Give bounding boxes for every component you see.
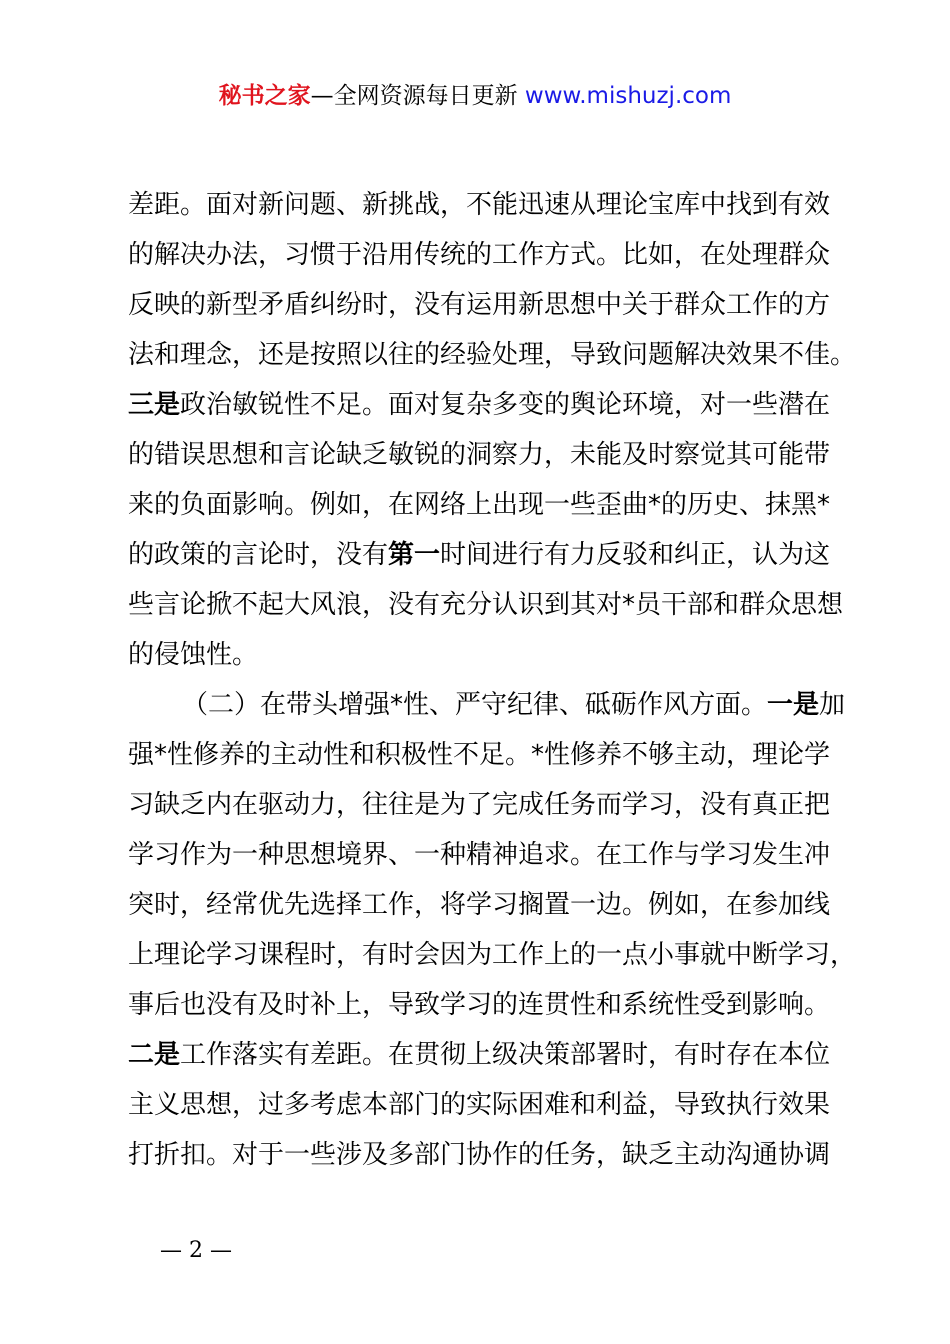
line-text-rest: 政治敏锐性不足。面对复杂多变的舆论环境，对一些潜在 bbox=[180, 390, 831, 420]
line-text: 的侵蚀性。 bbox=[128, 640, 259, 670]
text-line bbox=[128, 530, 838, 580]
text-line bbox=[128, 980, 838, 1030]
line-text-rest: 加 bbox=[819, 690, 846, 720]
emphasis-label: 二是 bbox=[128, 1040, 181, 1070]
text-line bbox=[128, 180, 838, 230]
line-text: 事后也没有及时补上，导致学习的连贯性和系统性受到影响。 bbox=[128, 990, 831, 1020]
text-line bbox=[128, 330, 857, 380]
line-text: 强*性修养的主动性和积极性不足。*性修养不够主动，理论学 bbox=[128, 740, 831, 770]
line-text: 主义思想，过多考虑本部门的实际困难和利益，导致执行效果 bbox=[128, 1090, 831, 1120]
line-text: 习缺乏内在驱动力，往往是为了完成任务而学习，没有真正把 bbox=[128, 790, 831, 820]
line-text: 的解决办法，习惯于沿用传统的工作方式。比如，在处理群众 bbox=[128, 240, 831, 270]
text-line bbox=[128, 730, 838, 780]
line-text-rest: 工作落实有差距。在贯彻上级决策部署时，有时存在本位 bbox=[180, 1040, 831, 1070]
line-text: 些言论掀不起大风浪，没有充分认识到其对*员干部和群众思想 bbox=[128, 590, 844, 620]
text-line bbox=[128, 680, 846, 730]
line-text: 学习作为一种思想境界、一种精神追求。在工作与学习发生冲 bbox=[128, 840, 831, 870]
line-text-pre: 的政策的言论时，没有 bbox=[128, 540, 389, 570]
document-body bbox=[128, 180, 857, 1180]
line-text-pre: （二）在带头增强*性、严守纪律、砥砺作风方面。 bbox=[182, 690, 768, 720]
site-url-link[interactable]: www.mishuzj.com bbox=[524, 83, 732, 109]
text-line bbox=[128, 430, 838, 480]
text-line bbox=[128, 1130, 838, 1180]
text-line bbox=[128, 1030, 838, 1080]
line-text: 法和理念，还是按照以往的经验处理，导致问题解决效果不佳。 bbox=[128, 340, 857, 370]
emphasis-label: 第一 bbox=[388, 540, 441, 570]
text-line bbox=[128, 1080, 838, 1130]
text-line bbox=[128, 280, 838, 330]
line-text: 打折扣。对于一些涉及多部门协作的任务，缺乏主动沟通协调 bbox=[128, 1140, 831, 1170]
brand-name: 秘书之家 bbox=[218, 83, 311, 109]
text-line bbox=[128, 780, 838, 830]
text-line bbox=[128, 880, 838, 930]
line-text: 反映的新型矛盾纠纷时，没有运用新思想中关于群众工作的方 bbox=[128, 290, 831, 320]
text-line bbox=[128, 230, 838, 280]
header-tagline: —全网资源每日更新 bbox=[310, 83, 525, 109]
text-line bbox=[128, 380, 838, 430]
text-line bbox=[128, 480, 838, 530]
text-line bbox=[128, 580, 844, 630]
site-header bbox=[0, 80, 950, 112]
emphasis-label: 一是 bbox=[767, 690, 820, 720]
text-line bbox=[128, 830, 838, 880]
line-text-rest: 时间进行有力反驳和纠正，认为这 bbox=[440, 540, 831, 570]
line-text: 来的负面影响。例如，在网络上出现一些歪曲*的历史、抹黑* bbox=[128, 490, 831, 520]
text-line bbox=[128, 630, 838, 680]
text-line bbox=[128, 930, 857, 980]
line-text: 的错误思想和言论缺乏敏锐的洞察力，未能及时察觉其可能带 bbox=[128, 440, 831, 470]
emphasis-label: 三是 bbox=[128, 390, 181, 420]
line-text: 上理论学习课程时，有时会因为工作上的一点小事就中断学习， bbox=[128, 940, 857, 970]
page-number: — 2 — bbox=[160, 1238, 232, 1263]
line-text: 突时，经常优先选择工作，将学习搁置一边。例如，在参加线 bbox=[128, 890, 831, 920]
line-text: 差距。面对新问题、新挑战，不能迅速从理论宝库中找到有效 bbox=[128, 190, 831, 220]
